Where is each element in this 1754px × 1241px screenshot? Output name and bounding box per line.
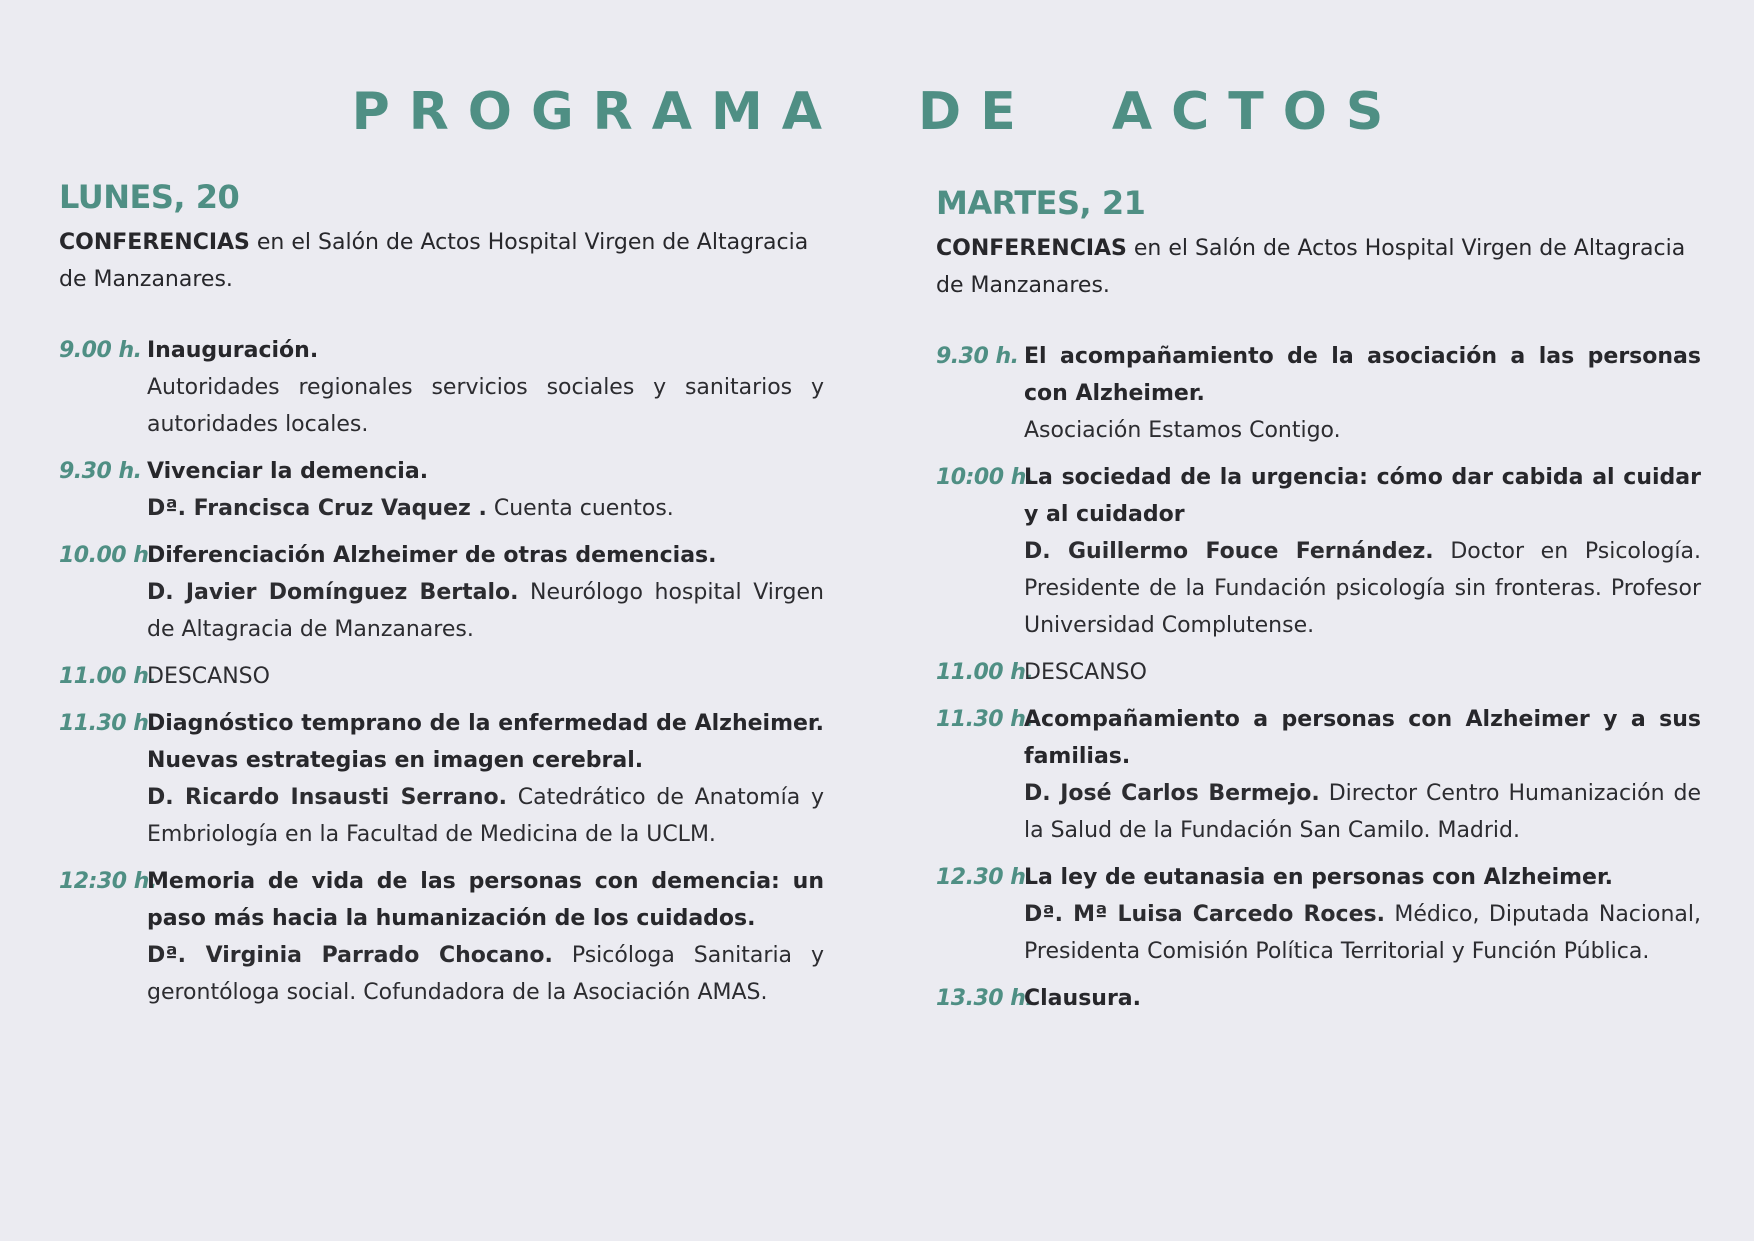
item-speaker: Dª. Virginia Parrado Chocano. <box>147 943 553 968</box>
item-desc <box>1024 533 1701 644</box>
item-time: 11.00 h. <box>936 660 1034 685</box>
item-desc: DESCANSO <box>1024 660 1147 685</box>
item-title: Memoria de vida de las personas con demencia: un paso más hacia la humanización de los cuidados. <box>147 869 824 931</box>
item-speaker: D. José Carlos Bermejo. <box>1024 781 1320 806</box>
schedule-item <box>936 859 1701 970</box>
item-title: Inauguración. <box>147 338 319 363</box>
item-desc <box>147 779 824 853</box>
schedule-item <box>59 453 824 527</box>
schedule-item <box>59 658 824 695</box>
page-title: PROGRAMA DE ACTOS <box>351 82 1403 142</box>
item-speaker: D. Javier Domínguez Bertalo. <box>147 580 519 605</box>
item-speaker: Dª. Mª Luisa Carcedo Roces. <box>1024 902 1385 927</box>
item-desc <box>147 937 824 1011</box>
item-desc: DESCANSO <box>147 664 270 689</box>
item-speaker: Dª. Francisca Cruz Vaquez . <box>147 496 487 521</box>
item-time: 9.30 h. <box>59 459 142 484</box>
item-desc-text: Cuenta cuentos. <box>486 496 674 521</box>
item-time: 9.30 h. <box>936 344 1019 369</box>
intro-text: en el Salón de Actos Hospital Virgen de Altagracia de Manzanares. <box>59 230 809 292</box>
item-desc-text: Doctor en Psicología. Presidente de la Fundación psicología sin fronteras. Profesor Universidad Complutense. <box>1024 539 1701 638</box>
item-desc-text: Neurólogo hospital Virgen de Altagracia de Manzanares. <box>147 580 824 642</box>
item-time: 11.30 h. <box>59 711 157 736</box>
schedule-item <box>59 863 824 1011</box>
item-title: Clausura. <box>1024 986 1142 1011</box>
day-heading: LUNES, 20 <box>59 178 240 216</box>
item-title: Acompañamiento a personas con Alzheimer y a sus familias. <box>1024 707 1701 769</box>
item-time: 11.00 h. <box>59 664 157 689</box>
intro-label: CONFERENCIAS <box>936 236 1127 261</box>
day-intro <box>936 230 1701 304</box>
item-title: La sociedad de la urgencia: cómo dar cabida al cuidar y al cuidador <box>1024 465 1701 527</box>
item-title: Diagnóstico temprano de la enfermedad de Alzheimer. Nuevas estrategias en imagen cerebral. <box>147 711 824 773</box>
item-time: 12:30 h. <box>59 869 157 894</box>
item-title: El acompañamiento de la asociación a las personas con Alzheimer. <box>1024 344 1701 406</box>
item-speaker: D. Ricardo Insausti Serrano. <box>147 785 508 810</box>
item-desc-text: Médico, Diputada Nacional, Presidenta Comisión Política Territorial y Función Pública. <box>1024 902 1701 964</box>
item-title: Vivenciar la demencia. <box>147 459 429 484</box>
item-time: 11.30 h. <box>936 707 1034 732</box>
schedule-item <box>59 705 824 853</box>
item-desc <box>147 574 824 648</box>
tuesday-column <box>936 184 1701 1027</box>
schedule-item <box>936 338 1701 449</box>
schedule-item <box>936 980 1701 1017</box>
item-title: La ley de eutanasia en personas con Alzheimer. <box>1024 865 1614 890</box>
intro-label: CONFERENCIAS <box>59 230 250 255</box>
item-desc-text: Catedrático de Anatomía y Embriología en la Facultad de Medicina de la UCLM. <box>147 785 824 847</box>
item-desc-text: Psicóloga Sanitaria y gerontóloga social. Cofundadora de la Asociación AMAS. <box>147 943 824 1005</box>
item-time: 9.00 h. <box>59 338 142 363</box>
item-desc-text: Director Centro Humanización de la Salud de la Fundación San Camilo. Madrid. <box>1024 781 1701 843</box>
schedule-item <box>59 537 824 648</box>
item-desc: Autoridades regionales servicios sociales y sanitarios y autoridades locales. <box>147 375 824 437</box>
day-heading: MARTES, 21 <box>936 184 1146 222</box>
item-desc <box>1024 775 1701 849</box>
intro-text: en el Salón de Actos Hospital Virgen de Altagracia de Manzanares. <box>936 236 1686 298</box>
item-desc <box>147 490 824 527</box>
item-time: 10:00 h. <box>936 465 1034 490</box>
item-desc <box>1024 896 1701 970</box>
schedule-item <box>936 459 1701 644</box>
item-time: 12.30 h. <box>936 865 1034 890</box>
item-time: 13.30 h. <box>936 986 1034 1011</box>
schedule-item <box>936 654 1701 691</box>
day-intro <box>59 224 824 298</box>
schedule-item <box>59 332 824 443</box>
schedule-item <box>936 701 1701 849</box>
item-title: Diferenciación Alzheimer de otras demencias. <box>147 543 717 568</box>
item-speaker: D. Guillermo Fouce Fernández. <box>1024 539 1434 564</box>
monday-column <box>59 178 824 1021</box>
item-desc: Asociación Estamos Contigo. <box>1024 418 1341 443</box>
item-time: 10.00 h. <box>59 543 157 568</box>
